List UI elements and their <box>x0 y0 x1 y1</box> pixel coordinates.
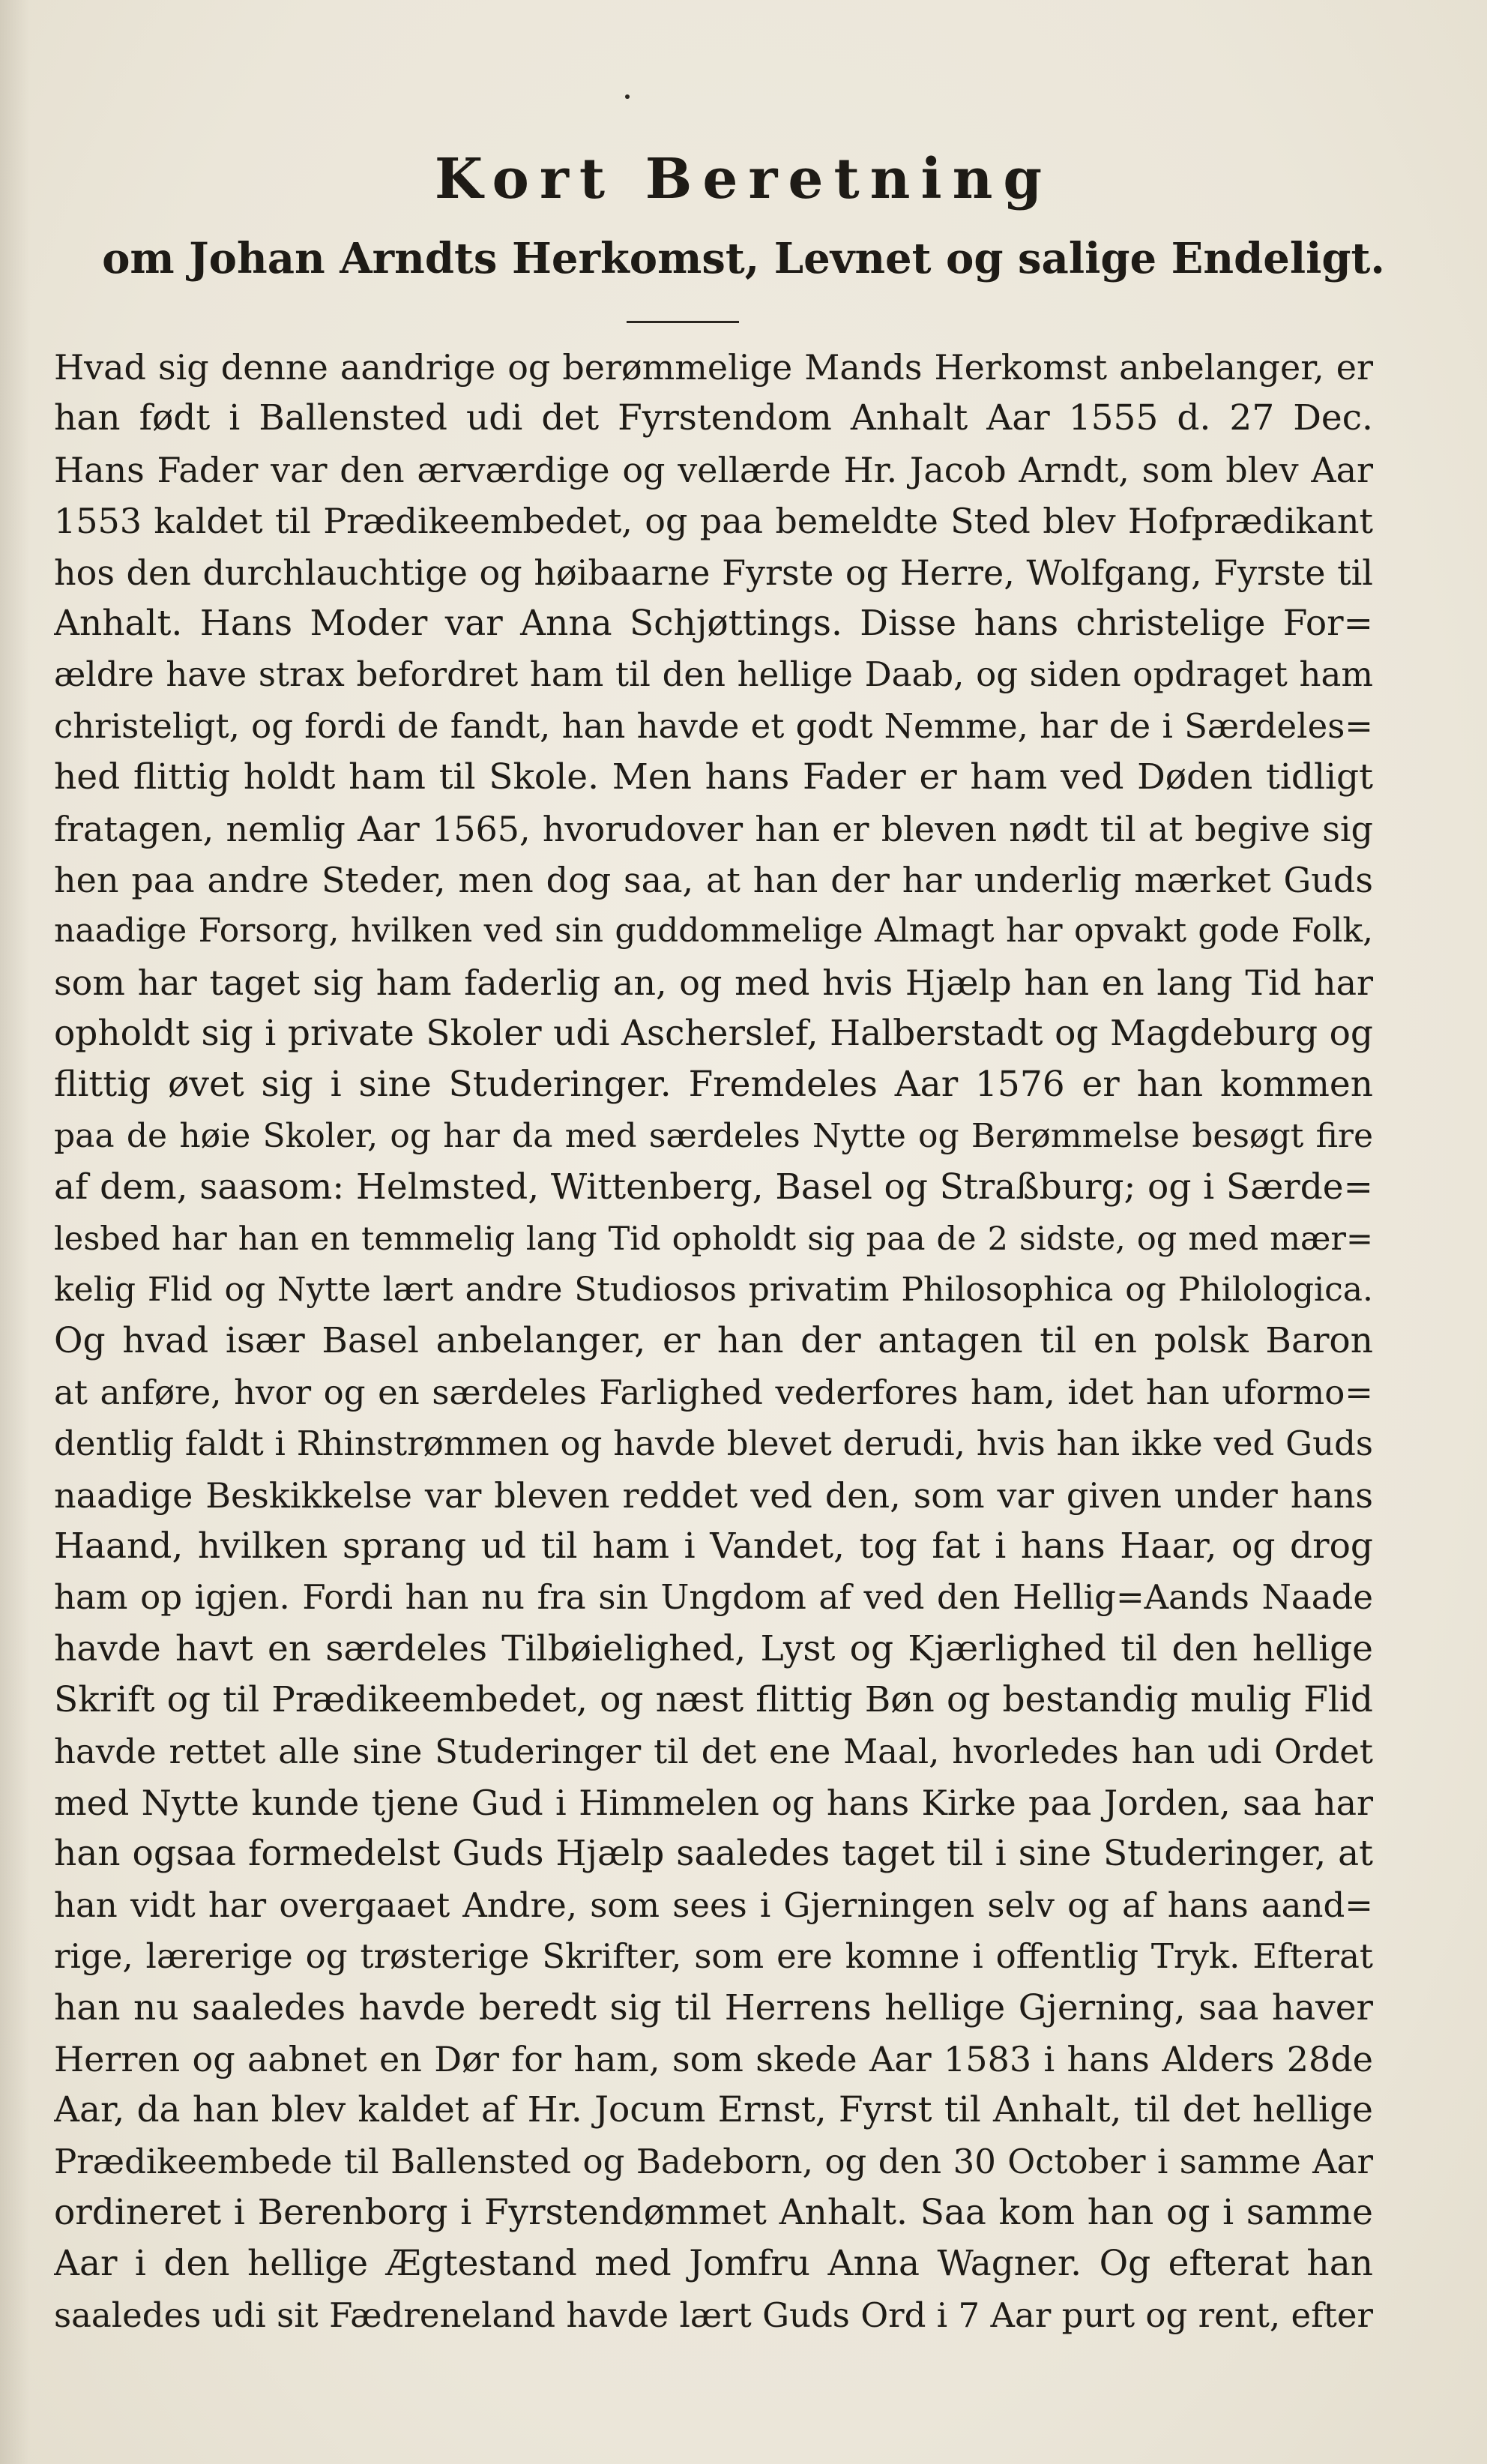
text-line: hen paa andre Steder, men dog saa, at han der har underlig mærket Guds <box>54 859 1373 900</box>
text-line: 1553 kaldet til Prædikeembedet, og paa bemeldte Sted blev Hofprædikant <box>54 501 1373 542</box>
text-line: Herren og aabnet en Dør for ham, som skede Aar 1583 i hans Alders 28de <box>54 2038 1373 2079</box>
text-line: Skrift og til Prædikeembedet, og næst flittig Bøn og bestandig mulig Flid <box>54 1679 1373 1721</box>
text-line: at anføre, hvor og en særdeles Farlighed vederfores ham, idet han uformo= <box>54 1372 1373 1412</box>
text-line: naadige Beskikkelse var bleven reddet ved den, som var given under hans <box>54 1475 1373 1516</box>
text-line: rige, lærerige og trøsterige Skrifter, som ere komne i offentlig Tryk. Efterat <box>54 1936 1373 1977</box>
text-line: Og hvad især Basel anbelanger, er han der antagen til en polsk Baron <box>54 1320 1373 1362</box>
text-line: paa de høie Skoler, og har da med særdeles Nytte og Berømmelse besøgt fire <box>54 1116 1373 1155</box>
text-line: med Nytte kunde tjene Gud i Himmelen og hans Kirke paa Jorden, saa har <box>54 1782 1373 1823</box>
text-line: havde havt en særdeles Tilbøielighed, Lyst og Kjærlighed til den hellige <box>54 1627 1373 1669</box>
text-line: hed flittig holdt ham til Skole. Men hans Fader er ham ved Døden tidligt <box>54 756 1373 798</box>
text-line: Anhalt. Hans Moder var Anna Schjøttings. Disse hans christelige For= <box>54 602 1373 644</box>
text-line: Hans Fader var den ærværdige og vellærde Hr. Jacob Arndt, som blev Aar <box>54 449 1373 490</box>
text-line: Haand, hvilken sprang ud til ham i Vandet, tog fat i hans Haar, og drog <box>54 1525 1373 1567</box>
text-line: han vidt har overgaaet Andre, som sees i Gjerningen selv og af hans aand= <box>54 1885 1373 1925</box>
text-line: havde rettet alle sine Studeringer til det ene Maal, hvorledes han udi Ordet <box>54 1731 1373 1771</box>
text-line: Prædikeembede til Ballensted og Badeborn, og den 30 October i samme Aar <box>54 2141 1373 2181</box>
text-line: som har taget sig ham faderlig an, og med hvis Hjælp han en lang Tid har <box>54 962 1373 1003</box>
text-line: ordineret i Berenborg i Fyrstendømmet Anhalt. Saa kom han og i samme <box>54 2192 1373 2234</box>
text-line: opholdt sig i private Skoler udi Ascherslef, Halberstadt og Magdeburg og <box>54 1013 1373 1055</box>
text-line: han nu saaledes havde beredt sig til Herrens hellige Gjerning, saa haver <box>54 1986 1373 2028</box>
text-line: kelig Flid og Nytte lært andre Studiosos privatim Philosophica og Philologica. <box>54 1271 1373 1310</box>
text-line: hos den durchlauchtige og høibaarne Fyrste og Herre, Wolfgang, Fyrste til <box>54 552 1373 593</box>
text-line: flittig øvet sig i sine Studeringer. Fremdeles Aar 1576 er han kommen <box>54 1064 1373 1106</box>
text-line: lesbed har han en temmelig lang Tid opholdt sig paa de 2 sidste, og med mær= <box>54 1220 1373 1258</box>
gutter-shadow <box>0 0 30 2464</box>
text-line: af dem, saasom: Helmsted, Wittenberg, Basel og Straßburg; og i Særde= <box>54 1166 1373 1208</box>
text-line: christeligt, og fordi de fandt, han havde et godt Nemme, har de i Særdeles= <box>54 705 1373 746</box>
text-line: ham op igjen. Fordi han nu fra sin Ungdom af ved den Hellig=Aands Naade <box>54 1577 1373 1618</box>
text-line: han ogsaa formedelst Guds Hjælp saaledes taget til i sine Studeringer, at <box>54 1833 1373 1875</box>
text-line: han født i Ballensted udi det Fyrstendom Anhalt Aar 1555 d. 27 Dec. <box>54 397 1373 439</box>
text-line: dentlig faldt i Rhinstrømmen og havde blevet derudi, hvis han ikke ved Guds <box>54 1424 1373 1464</box>
ink-dot <box>625 94 630 99</box>
text-line: fratagen, nemlig Aar 1565, hvorudover han er bleven nødt til at begive sig <box>54 808 1373 849</box>
body-text <box>54 342 1373 2341</box>
text-line: naadige Forsorg, hvilken ved sin guddommelige Almagt har opvakt gode Folk, <box>54 912 1373 951</box>
text-line: Aar i den hellige Ægtestand med Jomfru Anna Wagner. Og efterat han <box>54 2243 1373 2285</box>
page-title: Kort Beretning <box>434 147 1053 211</box>
text-line: Aar, da han blev kaldet af Hr. Jocum Ernst, Fyrst til Anhalt, til det hellige <box>54 2089 1373 2131</box>
text-line: Hvad sig denne aandrige og berømmelige Mands Herkomst anbelanger, er <box>54 347 1373 388</box>
text-line: saaledes udi sit Fædreneland havde lært Guds Ord i 7 Aar purt og rent, efter <box>54 2295 1373 2335</box>
page-subtitle: om Johan Arndts Herkomst, Levnet og salige Endeligt. <box>102 234 1385 283</box>
text-line: ældre have strax befordret ham til den hellige Daab, og siden opdraget ham <box>54 654 1373 695</box>
title-divider <box>627 321 739 323</box>
